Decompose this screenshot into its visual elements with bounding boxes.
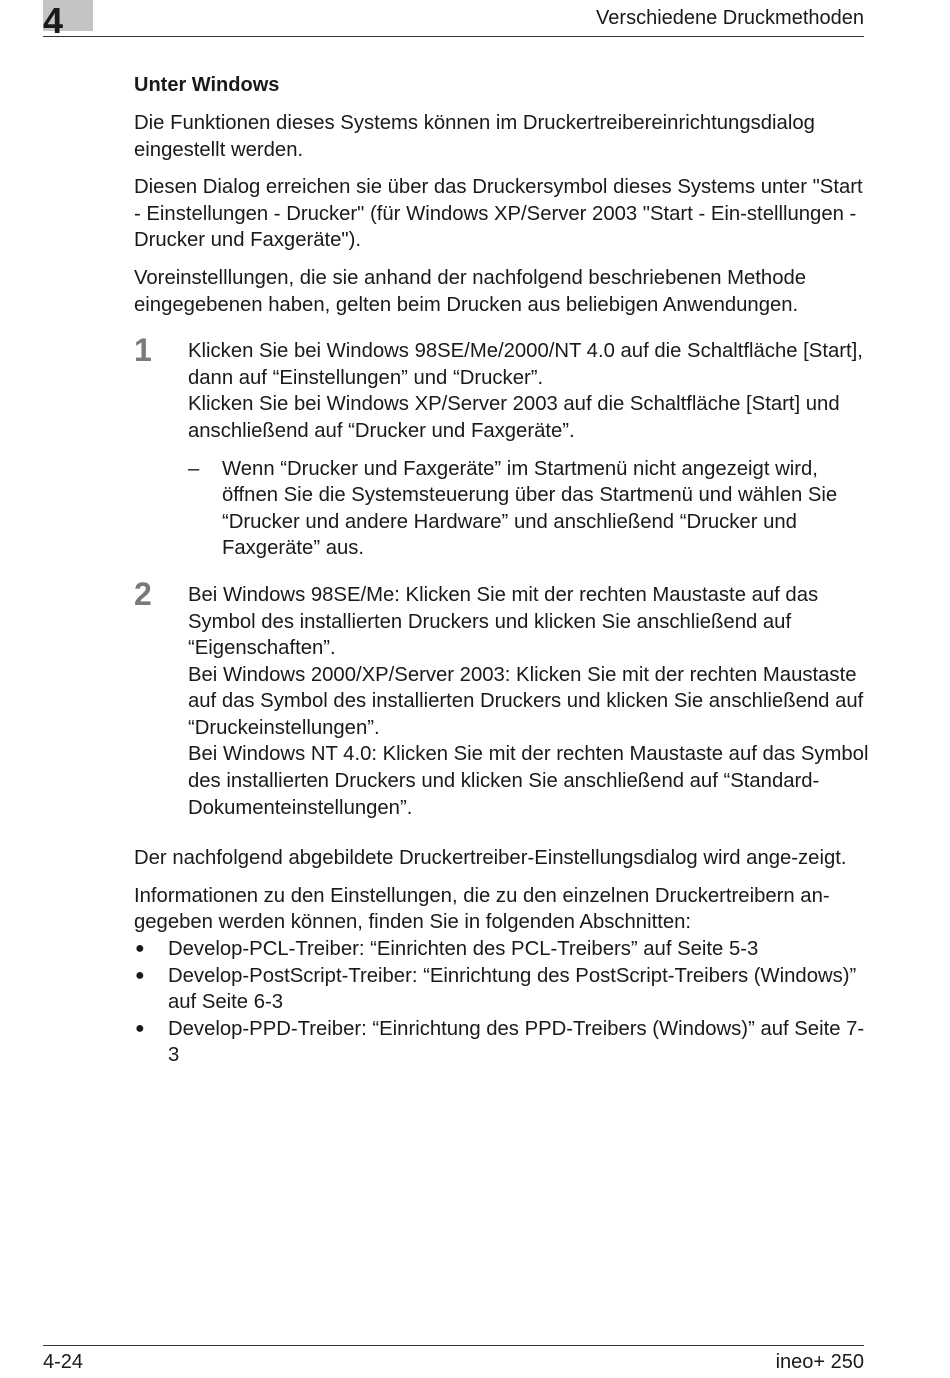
list-item-text: Develop-PPD-Treiber: “Einrichtung des PPD-Treibers (Windows)” auf Seite 7-3 xyxy=(168,1017,865,1067)
list-item-text: Develop-PCL-Treiber: “Einrichten des PCL-Treibers” auf Seite 5-3 xyxy=(168,938,759,961)
bullet-icon: ● xyxy=(135,966,145,984)
intro-paragraph-3: Voreinstelllungen, die sie anhand der nachfolgend beschriebenen Methode eingegebenen haben, gelten beim Drucken aus beliebigen Anwendungen. xyxy=(134,266,807,316)
dash-marker: – xyxy=(188,457,200,480)
list-item xyxy=(134,963,869,1016)
product-name: ineo+ 250 xyxy=(775,1351,864,1373)
sub-item-text: Wenn “Drucker und Faxgeräte” im Startmenü nicht angezeigt wird, öffnen Sie die Systemsteuerung über das Startmenü und wählen Sie “Drucker und andere Hardware” und anschließend “Drucker und Faxgeräte” aus. xyxy=(222,457,838,560)
running-header-title: Verschiedene Druckmethoden xyxy=(596,7,864,29)
step-1-sub-item xyxy=(188,456,869,562)
info-paragraph: Informationen zu den Einstellungen, die zu den einzelnen Druckertreibern an-gegeben werden können, finden Sie in folgenden Abschnitten: xyxy=(134,884,830,934)
footer-divider xyxy=(43,1345,864,1346)
chapter-number: 4 xyxy=(43,0,64,41)
section-title: Unter Windows xyxy=(134,74,280,96)
page-content xyxy=(134,72,869,1069)
page-number: 4-24 xyxy=(43,1351,84,1373)
bullet-icon: ● xyxy=(135,1019,145,1037)
step-number: 1 xyxy=(134,332,152,369)
list-item xyxy=(134,1016,869,1069)
step-2-text-a: Bei Windows 98SE/Me: Klicken Sie mit der rechten Maustaste auf das Symbol des installierten Druckers und klicken Sie anschließend auf “Eigenschaften”. xyxy=(188,583,819,660)
step-2 xyxy=(134,575,869,821)
step-1-text-b: Klicken Sie bei Windows XP/Server 2003 auf die Schaltfläche [Start] und anschließend auf “Drucker und Faxgeräte”. xyxy=(188,393,840,442)
header-divider xyxy=(43,36,864,37)
step-number: 2 xyxy=(134,575,152,612)
step-2-text-c: Bei Windows NT 4.0: Klicken Sie mit der rechten Maustaste auf das Symbol des installierten Druckers und klicken Sie anschließend auf “Standard-Dokumenteinstellungen”. xyxy=(188,743,869,819)
intro-paragraph-1: Die Funktionen dieses Systems können im Druckertreibereinrichtungsdialog eingestellt werden. xyxy=(134,112,815,161)
step-2-text-b: Bei Windows 2000/XP/Server 2003: Klicken Sie mit der rechten Maustaste auf das Symbol des installierten Druckers und klicken Sie anschließend auf “Druckeinstellungen”. xyxy=(188,663,864,739)
bullet-icon: ● xyxy=(135,940,145,958)
list-item xyxy=(134,936,869,963)
intro-paragraph-2: Diesen Dialog erreichen sie über das Druckersymbol dieses Systems unter "Start - Einstellungen - Drucker" (für Windows XP/Server 2003 "Start - Ein-stelllungen - Drucker und Faxgeräte"). xyxy=(134,176,863,252)
step-1 xyxy=(134,332,869,562)
list-item-text: Develop-PostScript-Treiber: “Einrichtung des PostScript-Treibers (Windows)” auf Seite 6-3 xyxy=(168,964,857,1014)
step-1-text-a: Klicken Sie bei Windows 98SE/Me/2000/NT 4.0 auf die Schaltfläche [Start], dann auf “Einstellungen” und “Drucker”. xyxy=(188,340,863,389)
reference-list xyxy=(134,936,869,1069)
result-paragraph: Der nachfolgend abgebildete Druckertreiber-Einstellungsdialog wird ange-zeigt. xyxy=(134,847,847,870)
